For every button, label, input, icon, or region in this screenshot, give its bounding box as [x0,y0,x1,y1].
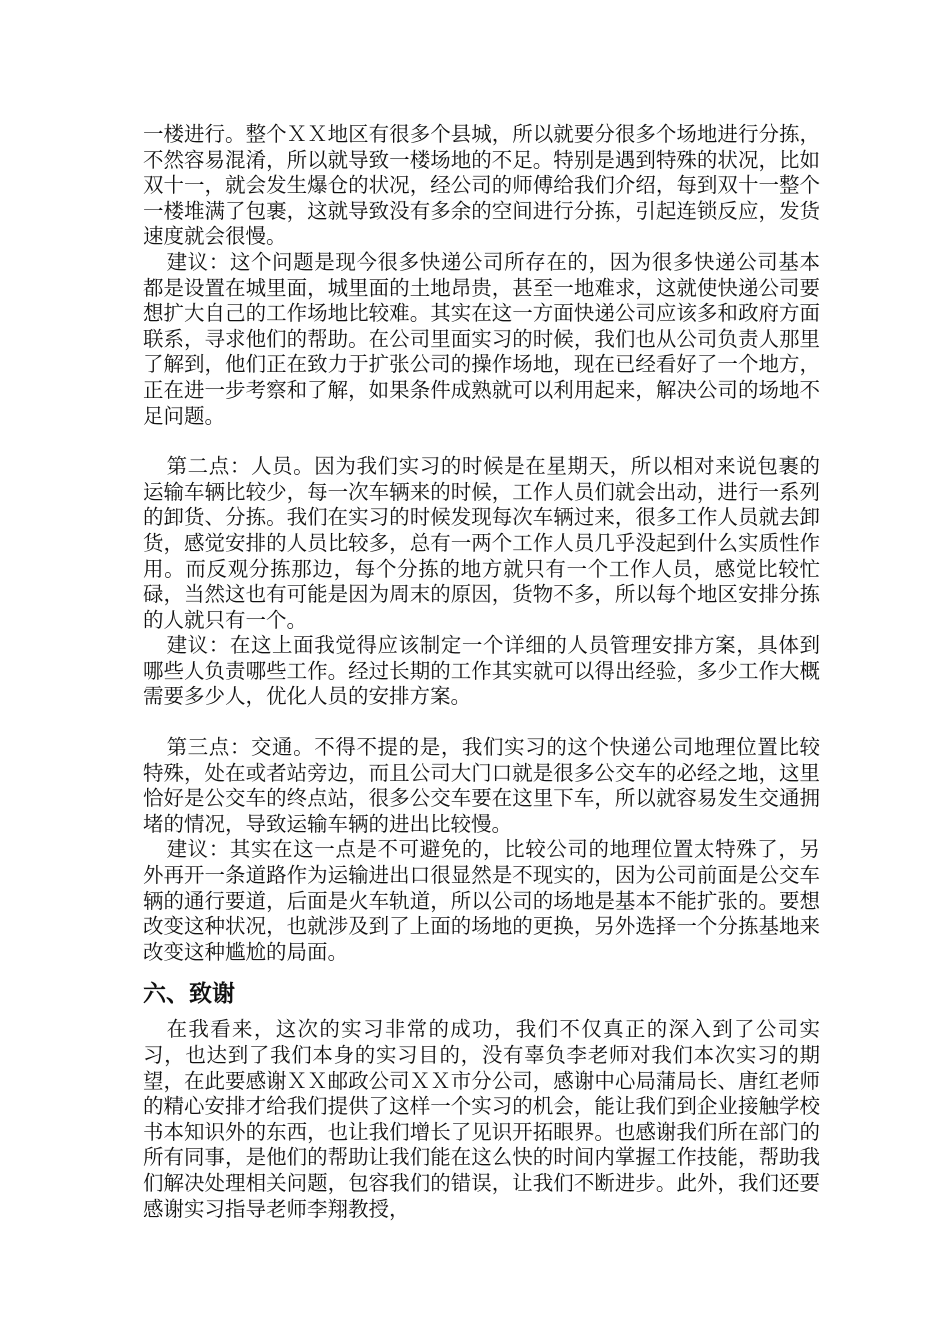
paragraph-staff-issue: 第二点：人员。因为我们实习的时候是在星期天，所以相对来说包裹的运输车辆比较少，每一次车辆来的时候，工作人员们就会出动，进行一系列的卸货、分拣。我们在实习的时候发现每次车辆过来，很多工作人员就去卸货，感觉安排的人员比较多，总有一两个工作人员几乎没起到什么实质性作用。而反观分拣那边，每个分拣的地方就只有一个工作人员，感觉比较忙碌，当然这也有可能是因为周末的原因，货物不多，所以每个地区安排分拣的人就只有一个。 [143,454,820,632]
paragraph-acknowledgement: 在我看来，这次的实习非常的成功，我们不仅真正的深入到了公司实习，也达到了我们本身的实习目的，没有辜负李老师对我们本次实习的期望，在此要感谢ＸＸ邮政公司ＸＸ市分公司，感谢中心局蒲局长、唐红老师的精心安排才给我们提供了这样一个实习的机会，能让我们到企业接触学校书本知识外的东西，也让我们增长了见识开拓眼界。也感谢我们所在部门的所有同事，是他们的帮助让我们能在这么快的时间内掌握工作技能，帮助我们解决处理相关问题，包容我们的错误，让我们不断进步。此外，我们还要感谢实习指导老师李翔教授， [143,1017,820,1221]
paragraph-gap [143,710,820,735]
paragraph-site-suggestion: 建议：这个问题是现今很多快递公司所存在的，因为很多快递公司基本都是设置在城里面，城里面的土地昂贵，甚至一地难求，这就使快递公司要想扩大自己的工作场地比较难。其实在这一方面快递公司应该多和政府方面联系，寻求他们的帮助。在公司里面实习的时候，我们也从公司负责人那里了解到，他们正在致力于扩张公司的操作场地，现在已经看好了一个地方，正在进一步考察和了解，如果条件成熟就可以利用起来，解决公司的场地不足问题。 [143,249,820,428]
document-page [143,122,820,1222]
paragraph-staff-suggestion: 建议：在这上面我觉得应该制定一个详细的人员管理安排方案，具体到哪些人负责哪些工作。经过长期的工作其实就可以得出经验，多少工作大概需要多少人，优化人员的安排方案。 [143,633,820,709]
paragraph-traffic-suggestion: 建议：其实在这一点是不可避免的，比较公司的地理位置太特殊了，另外再开一条道路作为运输进出口很显然是不现实的，因为公司前面是公交车辆的通行要道，后面是火车轨道，所以公司的场地是基本不能扩张的。要想改变这种状况，也就涉及到了上面的场地的更换，另外选择一个分拣基地来改变这种尴尬的局面。 [143,837,820,964]
paragraph-site-issue: 一楼进行。整个ＸＸ地区有很多个县城，所以就要分很多个场地进行分拣，不然容易混淆，所以就导致一楼场地的不足。特别是遇到特殊的状况，比如双十一，就会发生爆仓的状况，经公司的师傅给我们介绍，每到双十一整个一楼堆满了包裹，这就导致没有多余的空间进行分拣，引起连锁反应，发货速度就会很慢。 [143,122,820,249]
section-heading-acknowledgement: 六、致谢 [143,981,235,1008]
paragraph-traffic-issue: 第三点：交通。不得不提的是，我们实习的这个快递公司地理位置比较特殊，处在或者站旁边，而且公司大门口就是很多公交车的必经之地，这里恰好是公交车的终点站，很多公交车要在这里下车，所以就容易发生交通拥堵的情况，导致运输车辆的进出比较慢。 [143,735,820,836]
paragraph-gap [143,429,820,454]
